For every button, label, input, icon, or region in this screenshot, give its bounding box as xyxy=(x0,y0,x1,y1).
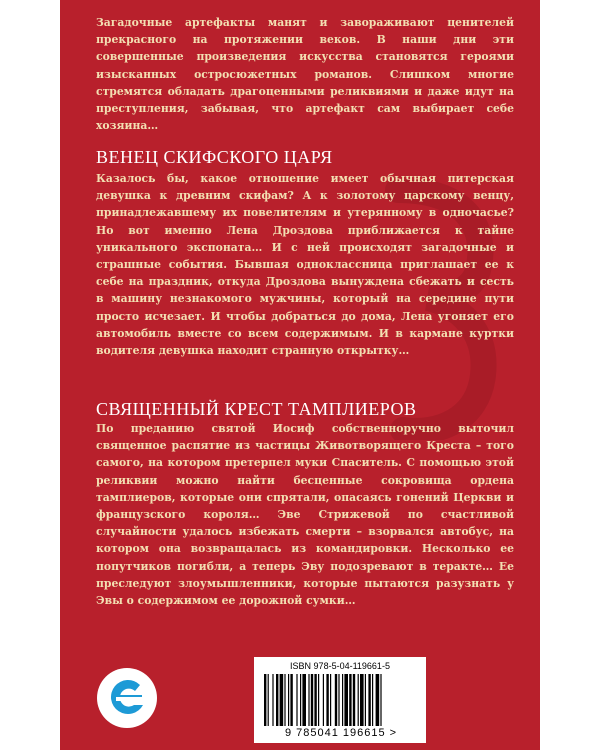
barcode-bar xyxy=(376,674,380,726)
barcode-bar xyxy=(314,674,316,726)
barcode-bar xyxy=(365,674,366,726)
barcode-bar xyxy=(268,674,269,726)
barcode-bar xyxy=(326,674,328,726)
intro-paragraph: Загадочные артефакты манят и завораживают ценителей прекрасного на протяжении веков. В наши дни эти совершенные произведения искусства становятся героями изысканных остросюжетных романов. Слишком многие стремятся обладать драгоценными реликвиями и даже идут на преступления, забывая, что артефакт сам выбирает себе хозяина… xyxy=(96,16,514,133)
barcode-bar xyxy=(318,674,319,726)
barcode-bar xyxy=(296,674,297,726)
barcode-bar xyxy=(311,674,313,726)
barcode-bar xyxy=(349,674,351,726)
barcode xyxy=(254,657,426,743)
barcode-bar xyxy=(284,674,285,726)
barcode-bar xyxy=(372,674,373,726)
barcode-bar xyxy=(280,674,284,726)
barcode-bar xyxy=(353,674,355,726)
eksmo-logo-icon xyxy=(96,667,158,729)
barcode-bar xyxy=(323,674,324,726)
book-title-2: СВЯЩЕННЫЙ КРЕСТ ТАМПЛИЕРОВ xyxy=(96,399,417,419)
barcode-bar xyxy=(344,674,348,726)
book-title-1: ВЕНЕЦ СКИФСКОГО ЦАРЯ xyxy=(96,147,333,167)
barcode-bars xyxy=(264,674,420,726)
barcode-bar xyxy=(368,674,370,726)
book-description-1: Казалось бы, какое отношение имеет обычная питерская девушка к древним скифам? А к золотому царскому венцу, принадлежавшему их повелителям и утерянному в одночасье? Но вот именно Лена Дроздова приближается к тайне уникального экспоната… И с ней происходят загадочные и страшные события. Бывшая одноклассница приглашает ее к себе на праздник, откуда Дроздова вынуждена сбежать и сесть в машину незнакомого мужчины, который на середине пути просто исчезает. И чтобы добраться до дома, Лена угоняет его автомобиль вместе со всем содержимым. И в кармане куртки водителя девушка находит странную открытку… xyxy=(96,172,514,358)
isbn-label: ISBN 978-5-04-119661-5 xyxy=(290,661,390,671)
barcode-bar xyxy=(276,674,278,726)
barcode-bar xyxy=(360,674,364,726)
barcode-digits: 9 785041 196615 > xyxy=(284,727,398,739)
barcode-bar xyxy=(300,674,301,726)
barcode-bar xyxy=(290,674,292,726)
barcode-bar xyxy=(335,674,337,726)
barcode-bar xyxy=(358,674,359,726)
barcode-bar xyxy=(330,674,331,726)
book-description-2: По преданию святой Иосиф собственноручно выточил священное распятие из частицы Животворящего Креста – того самого, на котором претерпел муки Спаситель. С помощью этой реликвии можно найти бесценные сокровища ордена тамплиеров, которые они спрятали, опасаясь гонений Церкви и французского короля… Эве Стрижевой по счастливой случайности удалось избежать смерти – взорвался автобус, на котором она возвращалась из командировки. Несколько ее попутчиков погибли, а теперь Эву подозревают в теракте… Ее преследуют злоумышленники, которые пытаются разузнать у Эвы о содержимом ее дорожной сумки… xyxy=(96,422,514,608)
barcode-bar xyxy=(308,674,309,726)
barcode-bar xyxy=(380,674,381,726)
barcode-bar xyxy=(338,674,339,726)
barcode-bar xyxy=(302,674,306,726)
barcode-bar xyxy=(288,674,289,726)
barcode-bar xyxy=(342,674,343,726)
barcode-bar xyxy=(272,674,273,726)
barcode-bar xyxy=(264,674,266,726)
